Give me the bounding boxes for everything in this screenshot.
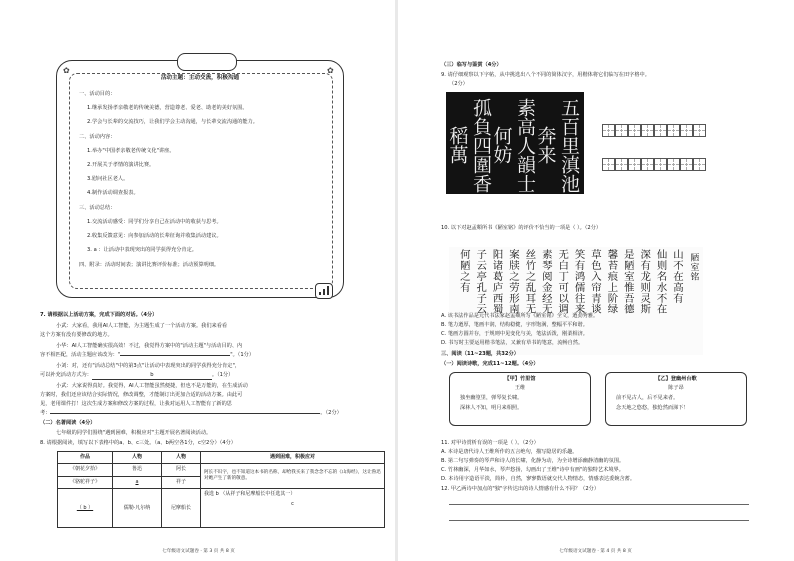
table-header: 遇到困难，积极应对 xyxy=(201,452,385,464)
tianzige-cell[interactable] xyxy=(641,158,654,171)
calligraphy-column: 草色入帘青谈 xyxy=(589,249,601,315)
q7-line xyxy=(40,410,342,417)
q7-line: 小武：大家看，我用AI人工智能，为主题生成了一个活动方案。我们来看看 xyxy=(56,323,228,329)
calligraphy-column: 陋室铭 xyxy=(688,253,699,281)
calligraphy-column: 何陋之有 xyxy=(457,249,470,293)
option: B. 第二句写弹奏的琴声和诗人的长啸，化静为动，为全诗增添幽静清幽的氛围。 xyxy=(441,458,625,464)
card-line: 2.学会与长辈的交流技巧，让我们学会主动沟通，与长辈交流沟通的能力。 xyxy=(87,119,258,125)
calligraphy-column: 素高人韻士何妨 xyxy=(490,97,536,193)
q7-text: 。（2分） xyxy=(320,410,342,416)
calligraphy-rubbing xyxy=(446,92,584,194)
q7-text: 考： xyxy=(40,410,51,416)
q7-line: 小武：大家说得真好。我觉得，AI人工智能虽然便捷，但也不是万能的，在生成活动 xyxy=(56,383,248,389)
q7-line: 这个方案有没有要修改的地方。 xyxy=(40,332,113,338)
calligraphy-column: 丝竹之乱耳无 xyxy=(523,249,536,315)
q7-line xyxy=(40,352,254,359)
section-heading: （二）名著阅读（4分） xyxy=(40,420,96,426)
calligraphy-column: 素琴阅金经无 xyxy=(539,249,552,315)
table-cell: 阿长不识字，也不知道这本书的名称，却给我买来了我念念不忘的《山海经》，这让鲁迅对她产生了新的敬意。 xyxy=(201,464,385,489)
right-page xyxy=(397,0,794,561)
poem-author: 王维 xyxy=(514,385,526,391)
reading-table xyxy=(57,451,385,528)
table-header: 人物 xyxy=(113,452,162,464)
card-line: 2.开展关于孝情的演讲比赛。 xyxy=(87,162,155,168)
section-heading: 三、阅读（11~23题，共32分） xyxy=(441,351,519,357)
table-header: 作品 xyxy=(58,452,113,464)
q11-heading: 11. 对甲诗赏析有误的一项是（ ）。（2分） xyxy=(441,440,539,446)
calligraphy-column: 山不在高有 xyxy=(671,249,683,304)
q12-heading: 12. 甲乙两诗中加点的"独"字传达出的诗人情感有什么不同？（2分） xyxy=(441,486,600,492)
tianzige-cell[interactable] xyxy=(693,158,706,171)
flower-icon: ✿ xyxy=(327,66,334,75)
subsection-heading: （一）阅读诗歌，完成11~12题。（4分） xyxy=(441,361,539,367)
calligraphy-column: 阳诸葛庐西蜀 xyxy=(490,249,503,315)
answer-blank[interactable] xyxy=(50,413,320,414)
table-cell: 儒勒·凡尔纳 xyxy=(113,489,162,528)
poem-line: 念天地之悠悠，独怆然而涕下！ xyxy=(616,405,689,411)
table-header: 人物 xyxy=(162,452,201,464)
card-line: 3.慰问社区老人。 xyxy=(87,176,129,182)
tianzige-cell[interactable] xyxy=(680,124,693,137)
answer-blank[interactable] xyxy=(120,355,230,356)
q9-heading: 9. 请仔细观察以下字帖，从中挑选出八个不同的简体汉字，用楷体将它们临写在田字格中。 xyxy=(441,72,650,78)
poem-line: 独坐幽篁里，弹琴复长啸。 xyxy=(460,395,523,401)
card-line: 三、活动总结： xyxy=(79,205,116,211)
option: D. 本诗用字造语平淡，简朴，自然，寥寥数语就交代人物情态，情感表达委婉含蓄。 xyxy=(441,476,636,482)
card-line: 4.制作活动调查报表。 xyxy=(87,190,139,196)
option: C. 笔画方圆并存，于规则中见变化与美，笔法活泼，刚柔相济。 xyxy=(441,331,588,337)
calligraphy-column: 笑有鸿儒往来 xyxy=(572,249,585,315)
answer-line[interactable] xyxy=(449,520,749,521)
activity-plan-card xyxy=(56,60,344,298)
q7-text: 。（1分） xyxy=(211,372,234,378)
option: A. 该书法作品是元代书法家赵孟頫所写《陋室铭》全文，遒劲秀雅。 xyxy=(441,313,599,319)
tianzige-cell[interactable] xyxy=(680,158,693,171)
calligraphy-column: 馨苔痕上阶绿 xyxy=(605,249,618,315)
q10-heading: 10. 以下对赵孟頫所书《陋室铭》的评价不恰当的一项是（ ）。（2分） xyxy=(441,225,602,231)
card-line: 3. a ：让活动中表现突出的同学获得充分肯定。 xyxy=(87,247,197,253)
card-title: 活动主题：主动交流，积极沟通 xyxy=(160,75,240,81)
card-line: 二、活动内容： xyxy=(79,134,116,140)
table-cell[interactable] xyxy=(201,489,385,528)
tianzige-cell[interactable] xyxy=(667,124,680,137)
table-cell: 祥子 xyxy=(162,476,201,488)
tianzige-cell[interactable] xyxy=(654,158,667,171)
q7-line: 见，老用课件打！这次生成方案和修改方案的过程，让我对运用人工智能有了新的思 xyxy=(40,401,232,407)
calligraphy-column: 深有龙则灵斯 xyxy=(638,249,651,315)
card-line: 2.收集反馈意见：向参加活动的长辈征询并收集活动建议。 xyxy=(87,233,222,239)
tianzige-cell[interactable] xyxy=(602,124,615,137)
q7-text: 容不相匹配，活动主题应该改为：" xyxy=(40,352,121,358)
table-cell-blank-b[interactable]: （ b ） xyxy=(58,489,113,528)
q7-text: 可以补充活动方式为： xyxy=(40,372,92,378)
answer-blank-b[interactable]: b xyxy=(92,372,212,380)
table-cell-choice: 我选 b （从祥子和尼摩船长中任选其一） xyxy=(204,491,296,498)
calligraphy-column: 子云亭孔子云 xyxy=(474,249,487,315)
option: D. 书写时主要运用楷书笔法，又兼有草书的笔意，流畅自然。 xyxy=(441,340,584,346)
option: B. 笔力遒厚，笔画丰润，结构稳健，字形饱满，整幅平平和谐。 xyxy=(441,322,588,328)
calligraphy-column: 案牍之劳形南 xyxy=(507,249,519,315)
flower-icon: ✿ xyxy=(63,66,70,75)
option: C. 竹林幽深，月华如水，琴声悠扬，勾画出了王维"诗中有画"的独特艺术境界。 xyxy=(441,467,624,473)
poem-line: 深林人不知，明月来相照。 xyxy=(460,405,523,411)
tianzige-cell[interactable] xyxy=(615,124,628,137)
q7-line: 方案时，我们还应该结合实际情况，修改调整，才能制订出更加合适的活动方案。由此可 xyxy=(40,392,243,398)
q8-heading: 8. 请根据阅读，填写以下表格中的a、b、c三处。（a、b两空各1分，c空2分）（4分） xyxy=(40,440,236,446)
table-cell: 鲁迅 xyxy=(113,464,162,476)
q7-heading: 7. 请根据以上活动方案，完成下面的对话。（4分） xyxy=(40,312,158,318)
tianzige-cell[interactable] xyxy=(602,158,615,171)
answer-line[interactable] xyxy=(449,504,749,505)
q7-line: 小刘：对，还有"活动总结"中的第3点"让活动中表现突出的同学获得充分肯定"， xyxy=(56,363,241,369)
table-cell: 《朝花夕拾》 xyxy=(58,464,113,476)
poem-title: 【甲】竹里馆 xyxy=(504,376,536,382)
card-line: 四、附录：活动时间表；演讲比赛评价标准；活动预算明细。 xyxy=(79,262,220,268)
calligraphy-column: 孤負四圍香稻萬 xyxy=(446,97,492,193)
card-line: 1.交流活动感受：同学们分享自己在活动中的收获与思考。 xyxy=(87,219,222,225)
option: A. 本诗是唐代诗人王维所作的五言绝句，描写隐居的乐趣。 xyxy=(441,449,578,455)
calligraphy-column: 仙则名水不在 xyxy=(654,249,667,315)
calligraphy-column: 无白丁可以调 xyxy=(556,249,569,315)
poem-card-b xyxy=(605,372,747,426)
section-heading: （三）临写与鉴赏（4分） xyxy=(441,62,502,68)
poem-author: 陈子昂 xyxy=(668,385,684,391)
tianzige-cell[interactable] xyxy=(654,124,667,137)
q7-line xyxy=(40,372,233,380)
page-footer: 七年级语文试题卷 · 第 3 页 共 8 页 xyxy=(162,549,235,554)
calligraphy-column: 五百里滇池奔来 xyxy=(534,97,580,193)
card-line: 1.继承发扬孝亲敬老的传统美德，营造尊老、爱老、助老的美好氛围。 xyxy=(87,105,248,111)
tianzige-cell[interactable] xyxy=(667,158,680,171)
tianzige-cell[interactable] xyxy=(628,158,641,171)
table-cell-blank-a[interactable]: a xyxy=(113,476,162,488)
table-row xyxy=(58,464,385,476)
poem-line: 前不见古人，后不见来者。 xyxy=(616,395,679,401)
page-footer: 七年级语文试题卷 · 第 4 页 共 8 页 xyxy=(559,549,632,554)
table-row xyxy=(58,489,385,528)
q9-score: （2分） xyxy=(449,81,468,87)
table-cell-blank-c[interactable]: c xyxy=(291,500,294,507)
table-cell: 《骆驼祥子》 xyxy=(58,476,113,488)
tianzige-cell[interactable] xyxy=(693,124,706,137)
q7-line: 小华：AI人工智能确实很高效！不过，我觉得方案中的"活动主题"与活动目的、内 xyxy=(56,343,243,349)
calligraphy-image xyxy=(449,247,703,355)
signal-icon xyxy=(315,283,333,299)
table-cell: 阿长 xyxy=(162,464,201,476)
poem-title: 【乙】登幽州台歌 xyxy=(655,376,697,382)
tianzige-cell[interactable] xyxy=(628,124,641,137)
card-line: 一、活动目的： xyxy=(79,91,116,97)
q7-text: "。（1分） xyxy=(230,352,255,358)
calligraphy-column: 是陋室惟吾德 xyxy=(621,249,634,315)
card-tab xyxy=(177,53,237,71)
card-line: 1.举办"中国孝亲敬老传统文化"讲座。 xyxy=(87,148,175,154)
table-cell: 尼摩船长 xyxy=(162,489,201,528)
q8-intro: 七年级的同学们围绕"遇到困难，积极应对"主题开展名著阅读活动。 xyxy=(56,430,212,436)
tianzige-cell[interactable] xyxy=(615,158,628,171)
poem-card-a xyxy=(449,372,591,426)
tianzige-cell[interactable] xyxy=(641,124,654,137)
